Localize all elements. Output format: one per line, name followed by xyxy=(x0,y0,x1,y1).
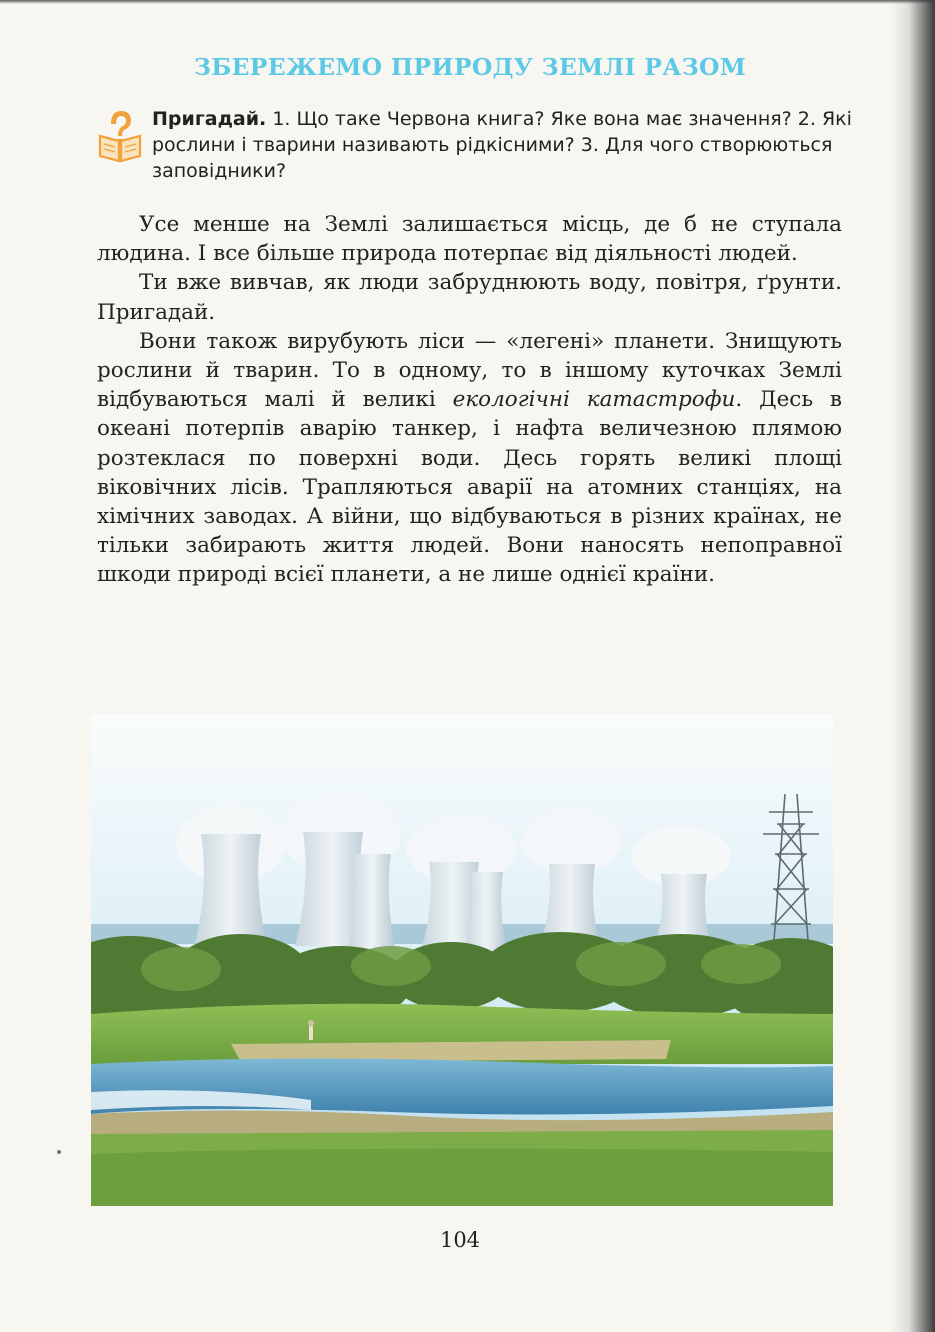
remember-question-list: 1. Що таке Червона книга? Яке вона має значення? 2. Які рослини і тварини називають рідкісними? 3. Для чого створюються заповідники? xyxy=(152,108,852,182)
ecological-disasters-term: екологічні катастрофи xyxy=(452,387,736,413)
question-book-icon xyxy=(97,108,143,164)
page-spine-shadow xyxy=(891,0,935,1332)
main-text xyxy=(97,210,842,590)
page-number: 104 xyxy=(439,1228,481,1252)
remember-label: Пригадай. xyxy=(152,108,267,130)
page-title: ЗБЕРЕЖЕМО ПРИРОДУ ЗЕМЛІ РАЗОМ xyxy=(193,53,747,81)
page-top-edge xyxy=(0,0,935,4)
paragraph-2: Ти вже вивчав, як люди забруднюють воду, повітря, ґрунти. Пригадай. xyxy=(97,270,842,325)
paragraph-3-end: . Десь в океані потерпів аварію танкер, і нафта величезною плямою розтеклася по поверхні води. Десь горять великі площі віковічних лісів. Трапляються аварії на атомних станціях, на хімічних заводах. А війни, що відбуваються в різних країнах, не тільки забирають життя людей. Вони наносять непоправної шкоди природі всієї планети, а не лише однієї країни. xyxy=(97,387,843,588)
paragraph-1: Усе менше на Землі залишається місць, де б не ступала людина. І все більше природа потерпає від діяльності людей. xyxy=(97,212,842,267)
paragraph-3-start: Вони також вирубують ліси — «легені» планети. Знищують рослини й тварин. То в одному, то в іншому куточках Землі відбуваються малі й великі xyxy=(97,328,842,413)
remember-questions xyxy=(152,106,872,184)
power-plant-photo xyxy=(91,714,833,1206)
remember-block xyxy=(97,106,867,190)
paragraph-3 xyxy=(97,327,842,590)
paper-speck xyxy=(57,1150,61,1154)
